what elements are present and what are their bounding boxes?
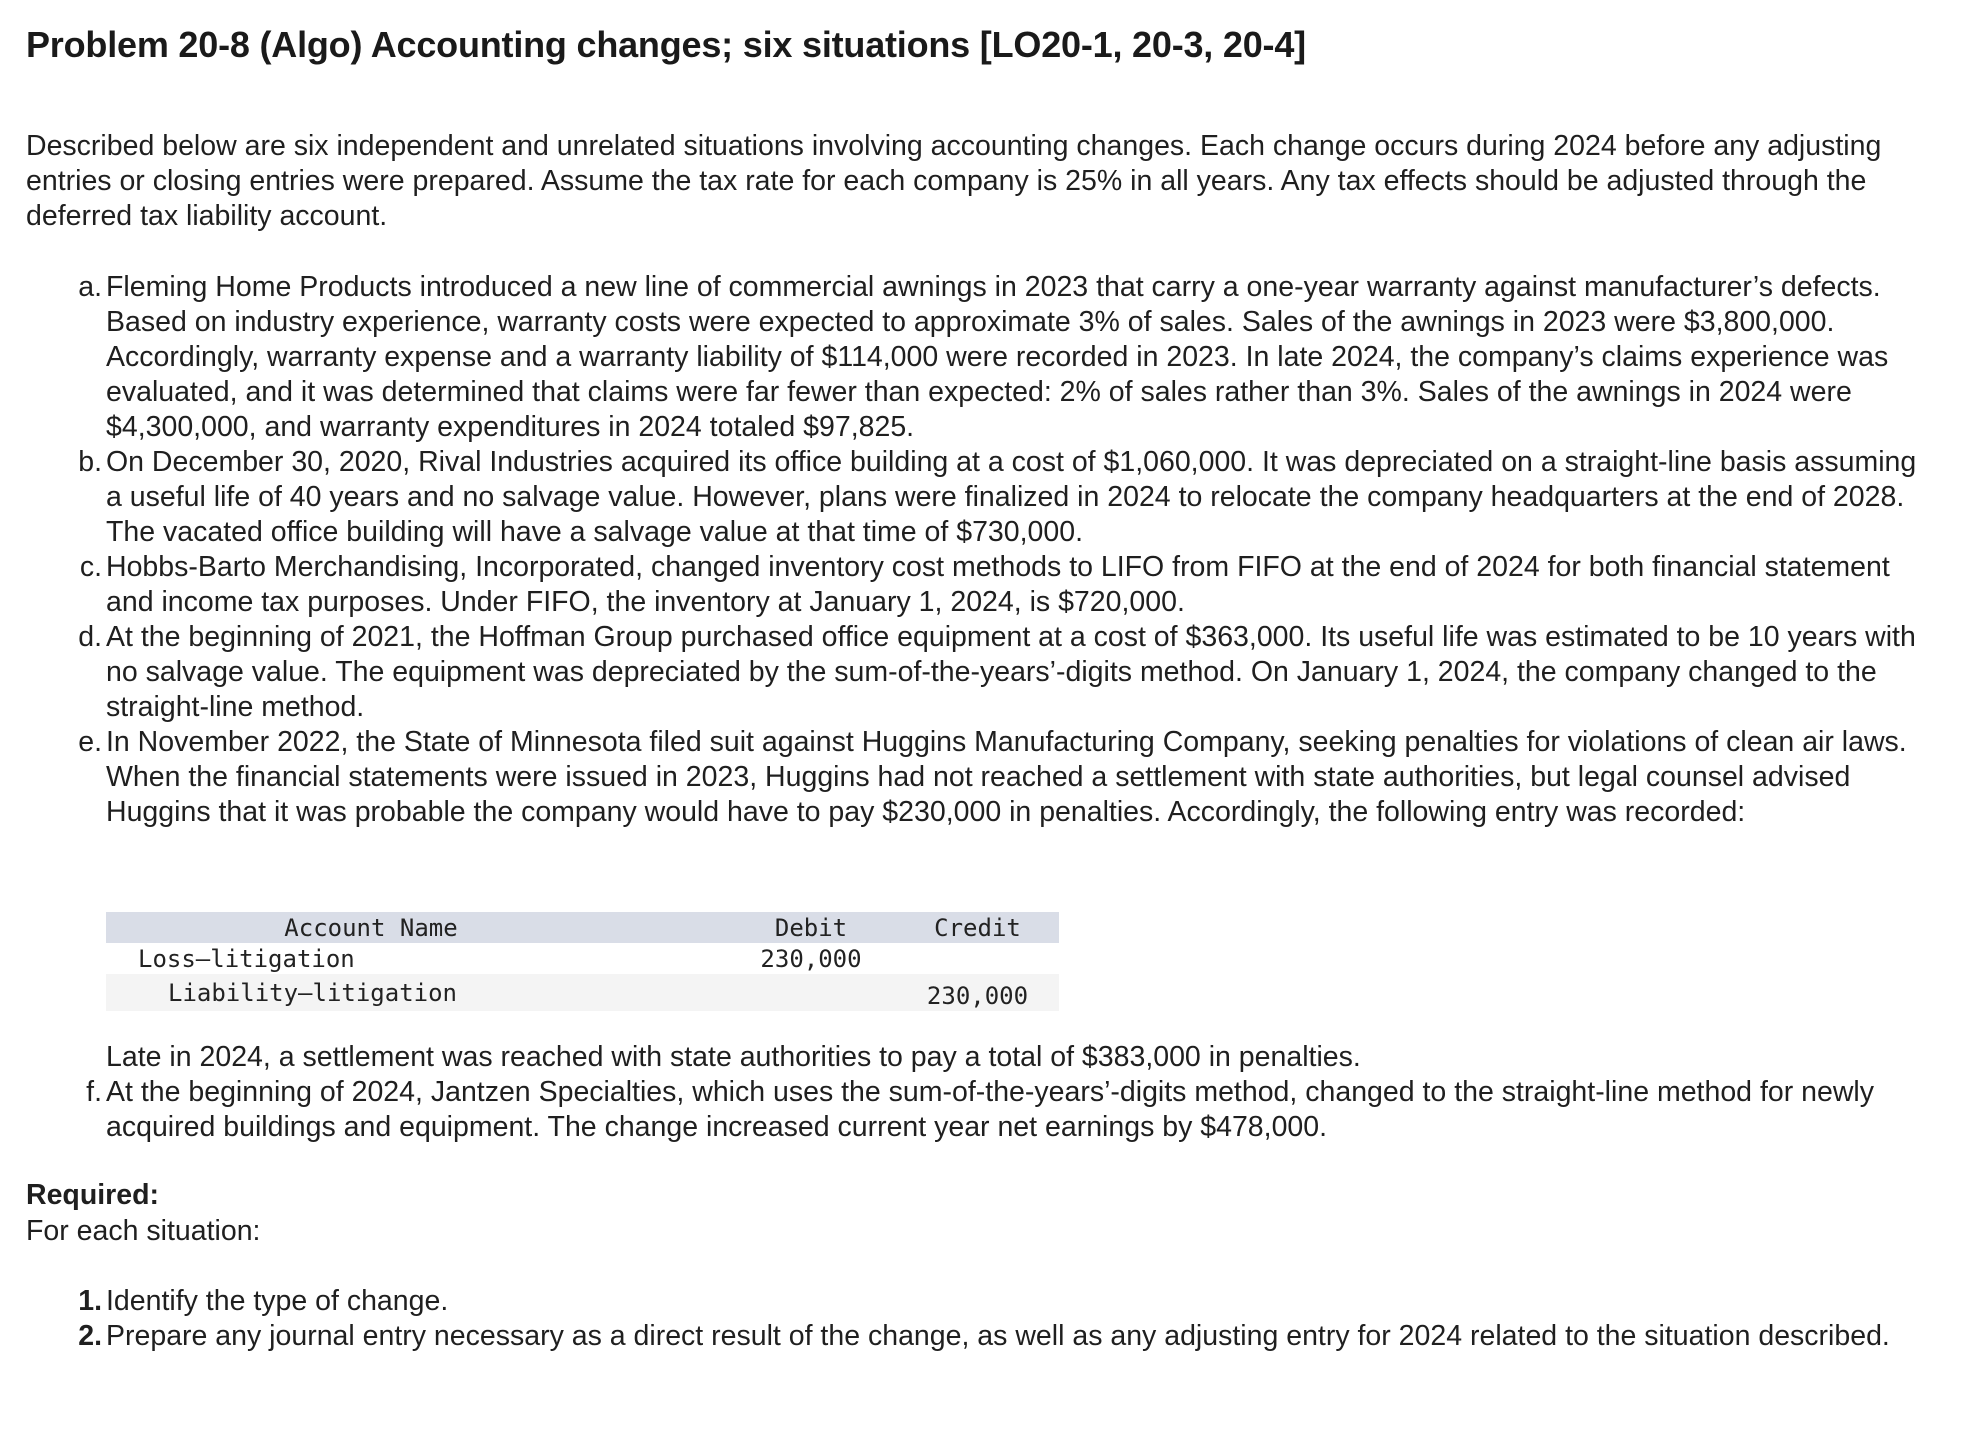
journal-account-cell: Liability–litigation xyxy=(106,974,726,1011)
situation-text: Hobbs-Barto Merchandising, Incorporated, changed inventory cost methods to LIFO from FIFO at the end of 2024 for both financial statement and income tax purposes. Under FIFO, the inventory at January 1, 2024, is $720,000. xyxy=(106,551,1890,618)
journal-debit-cell: 230,000 xyxy=(760,944,862,973)
column-header-account: Account Name xyxy=(106,912,726,943)
situation-text: Late in 2024, a settlement was reached with state authorities to pay a total of $383,000 in penalties. xyxy=(106,1041,1361,1073)
requirement-item xyxy=(26,1284,1926,1319)
column-header-debit: Debit xyxy=(726,912,896,943)
required-lead: For each situation: xyxy=(26,1215,261,1247)
journal-account-cell: Loss–litigation xyxy=(138,944,355,973)
situation-a xyxy=(26,270,1926,445)
situation-marker: e. xyxy=(78,726,102,758)
journal-row xyxy=(106,974,1059,1011)
situation-e xyxy=(26,725,1926,830)
situation-marker: b. xyxy=(78,446,102,478)
situations-list xyxy=(26,270,1926,830)
situation-c xyxy=(26,550,1926,620)
situation-e-followup xyxy=(26,1040,1926,1075)
journal-credit-cell xyxy=(896,943,1059,974)
situation-f xyxy=(26,1075,1926,1145)
page-title: Problem 20-8 (Algo) Accounting changes; six situations [LO20-1, 20-3, 20-4] xyxy=(26,24,1306,65)
situation-d xyxy=(26,620,1926,725)
journal-debit-cell xyxy=(726,974,896,1011)
situation-marker: d. xyxy=(78,621,102,653)
journal-row xyxy=(106,943,1059,974)
situation-text: At the beginning of 2024, Jantzen Specialties, which uses the sum-of-the-years’-digits method, changed to the straight-line method for newly acquired buildings and equipment. The change increased current year net earnings by $478,000. xyxy=(106,1076,1874,1143)
required-heading: Required: xyxy=(26,1179,160,1211)
situation-text: At the beginning of 2021, the Hoffman Group purchased office equipment at a cost of $363,000. Its useful life was estimated to be 10 years with no salvage value. The equipment was depreciated by the sum-of-the-years’-digits method. On January 1, 2024, the company changed to the straight-line method. xyxy=(106,621,1916,723)
situation-marker: c. xyxy=(79,551,102,583)
journal-credit-cell: 230,000 xyxy=(896,974,1059,1011)
situation-marker: a. xyxy=(78,271,102,303)
requirement-text: Identify the type of change. xyxy=(106,1285,449,1317)
requirement-marker: 1. xyxy=(78,1285,102,1317)
requirements-list xyxy=(26,1284,1926,1354)
requirement-marker: 2. xyxy=(78,1320,102,1352)
situations-list-continued xyxy=(26,1040,1926,1145)
situation-marker: f. xyxy=(86,1076,102,1108)
requirement-text: Prepare any journal entry necessary as a direct result of the change, as well as any adjusting entry for 2024 related to the situation described. xyxy=(106,1320,1890,1352)
journal-entry-table xyxy=(106,912,1059,1011)
requirement-item xyxy=(26,1319,1926,1354)
situation-text: In November 2022, the State of Minnesota filed suit against Huggins Manufacturing Company, seeking penalties for violations of clean air laws. When the financial statements were issued in 2023, Huggins had not reached a settlement with state authorities, but legal counsel advised Huggins that it was probable the company would have to pay $230,000 in penalties. Accordingly, the following entry was recorded: xyxy=(106,726,1907,828)
situation-text: Fleming Home Products introduced a new line of commercial awnings in 2023 that carry a one-year warranty against manufacturer’s defects. Based on industry experience, warranty costs were expected to approximate 3% of sales. Sales of the awnings in 2023 were $3,800,000. Accordingly, warranty expense and a warranty liability of $114,000 were recorded in 2023. In late 2024, the company’s claims experience was evaluated, and it was determined that claims were far fewer than expected: 2% of sales rather than 3%. Sales of the awnings in 2024 were $4,300,000, and warranty expenditures in 2024 totaled $97,825. xyxy=(106,271,1889,443)
intro-paragraph: Described below are six independent and unrelated situations involving accounting changes. Each change occurs during 2024 before any adjusting entries or closing entries were prepared. Assume the tax rate for each company is 25% in all years. Any tax effects should be adjusted through the deferred tax liability account. xyxy=(26,130,1882,232)
situation-text: On December 30, 2020, Rival Industries acquired its office building at a cost of $1,060,000. It was depreciated on a straight-line basis assuming a useful life of 40 years and no salvage value. However, plans were finalized in 2024 to relocate the company headquarters at the end of 2028. The vacated office building will have a salvage value at that time of $730,000. xyxy=(106,446,1917,548)
situation-b xyxy=(26,445,1926,550)
journal-header-row xyxy=(106,912,1059,943)
column-header-credit: Credit xyxy=(896,912,1059,943)
